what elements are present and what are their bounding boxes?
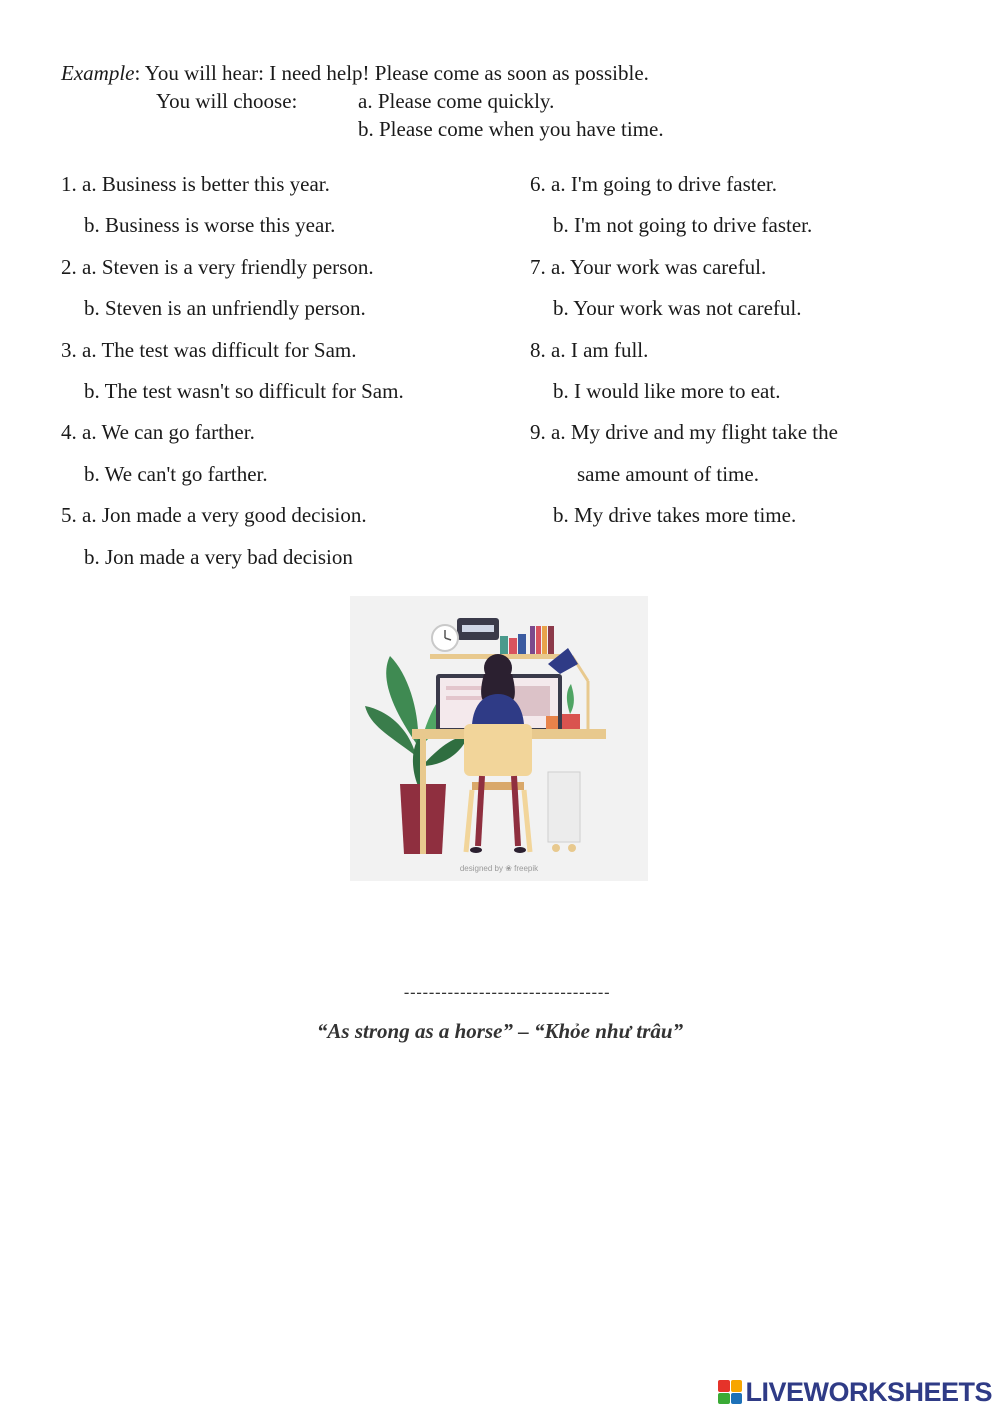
question-option-b: b. The test wasn't so difficult for Sam. [84, 378, 404, 403]
question-option-b: b. Jon made a very bad decision [84, 544, 353, 569]
divider-line: --------------------------------- [403, 983, 611, 1002]
logo-square [731, 1380, 743, 1392]
example-option-b: b. Please come when you have time. [358, 117, 664, 141]
logo-square [718, 1380, 730, 1392]
logo-square [718, 1393, 730, 1405]
questions-right-column [530, 174, 970, 547]
question-option-a-continued: same amount of time. [577, 461, 759, 486]
question-option-b: b. I would like more to eat. [553, 378, 781, 403]
brand-name: LIVEWORKSHEETS [745, 1376, 992, 1407]
illustration-credit: designed by ❀ freepik [459, 864, 539, 873]
example-choose-label: You will choose: [156, 89, 298, 113]
question-option-a: 3. a. The test was difficult for Sam. [61, 337, 357, 362]
question-option-a: 4. a. We can go farther. [61, 420, 255, 445]
question-option-b: b. I'm not going to drive faster. [553, 213, 813, 238]
question-option-a: 1. a. Business is better this year. [61, 172, 330, 196]
logo-square [731, 1393, 743, 1405]
question-option-a: 8. a. I am full. [530, 337, 649, 362]
example-line [61, 63, 649, 84]
questions-left-column [61, 174, 501, 588]
question-option-b: b. Your work was not careful. [553, 296, 802, 321]
question-item [61, 505, 501, 588]
example-label: Example [61, 61, 135, 85]
question-item [530, 174, 970, 257]
question-option-a: 6. a. I'm going to drive faster. [530, 172, 777, 196]
question-item [530, 254, 970, 340]
question-option-a: 7. a. Your work was careful. [530, 254, 767, 279]
question-option-a: 9. a. My drive and my flight take the [530, 420, 838, 445]
question-option-b: b. My drive takes more time. [553, 503, 797, 528]
question-item [530, 337, 970, 423]
question-option-b: b. Steven is an unfriendly person. [84, 296, 366, 321]
liveworksheets-logo-icon [718, 1380, 742, 1404]
question-option-b: b. Business is worse this year. [84, 213, 336, 238]
example-option-a: a. Please come quickly. [358, 89, 555, 113]
question-item [61, 422, 501, 505]
person-at-desk-illustration [350, 596, 648, 881]
question-option-a: 5. a. Jon made a very good decision. [61, 503, 367, 528]
question-option-a: 2. a. Steven is a very friendly person. [61, 254, 374, 279]
illustration-drawing [350, 596, 648, 881]
question-item [61, 337, 501, 423]
question-item [530, 422, 970, 546]
question-item [61, 254, 501, 340]
example-hear-text: : You will hear: I need help! Please come as soon as possible. [134, 61, 649, 85]
quote-text: “As strong as a horse” – “Khỏe như trâu” [316, 1019, 684, 1043]
liveworksheets-brand[interactable] [718, 1376, 992, 1407]
question-option-b: b. We can't go farther. [84, 461, 268, 486]
question-item [61, 174, 501, 257]
